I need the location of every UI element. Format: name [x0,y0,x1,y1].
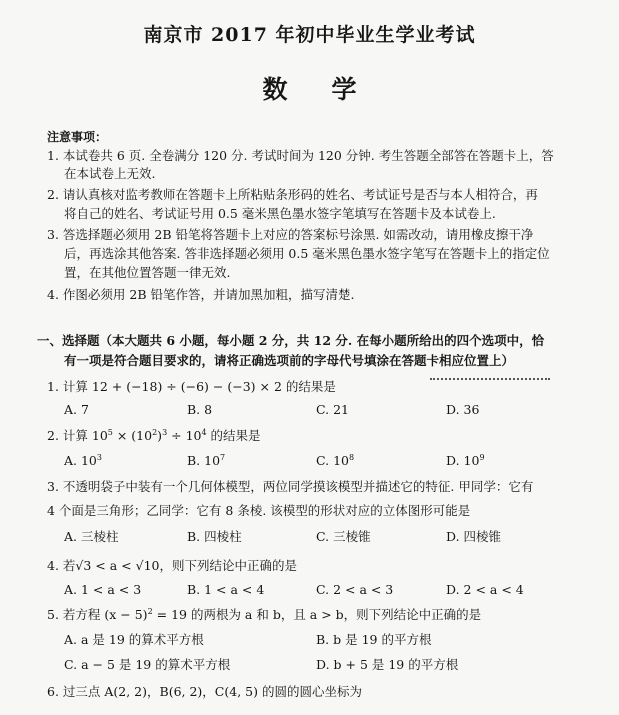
q5-option-d: D. b + 5 是 19 的平方根 [316,657,459,672]
q1-option-c: C. 21 [316,402,349,417]
section-heading: 一、选择题（本大题共 6 小题，每小题 2 分，共 12 分. 在每小题所给出的四个选项中，恰 [37,333,545,348]
question-6-stem: 6. 过三点 A(2, 2)，B(6, 2)，C(4, 5) 的圆的圆心坐标为 [47,684,362,699]
question-4-stem: 4. 若√3 < a < √10，则下列结论中正确的是 [47,558,297,573]
emphasis-dots [430,374,550,380]
notice-item-2-cont: 将自己的姓名、考试证号用 0.5 毫米黑色墨水签字笔填写在答题卡及本试卷上. [64,206,496,221]
question-3-stem: 3. 不透明袋子中装有一个几何体模型，两位同学摸该模型并描述它的特征. 甲同学：它有 [47,479,534,494]
q3-option-d: D. 四棱锥 [446,529,502,544]
q5-option-a: A. a 是 19 的算术平方根 [64,632,204,647]
notice-item-3-cont1: 后，再选涂其他答案. 答非选择题必须用 0.5 毫米黑色墨水签字笔写在答题卡上的指定位 [64,246,550,261]
q2-option-b: B. $10^7$ [187,452,226,468]
notice-item-2: 2. 请认真核对监考教师在答题卡上所粘贴条形码的姓名、考试证号是否与本人相符合，再 [47,187,538,202]
q1-option-d: D. 36 [446,402,480,417]
question-1-stem: 1. 计算 12 + (−18) ÷ (−6) − (−3) × 2 的结果是 [47,379,336,394]
notice-item-4: 4. 作图必须用 2B 铅笔作答，并请加黑加粗，描写清楚. [47,287,355,302]
q4-option-d: D. 2 < a < 4 [446,582,524,597]
q1-option-b: B. 8 [187,402,213,417]
question-3-stem-cont: 4 个面是三角形；乙同学：它有 8 条棱. 该模型的形状对应的立体图形可能是 [47,503,471,518]
q4-option-c: C. 2 < a < 3 [316,582,394,597]
q1-option-a: A. 7 [64,402,89,417]
q3-option-b: B. 四棱柱 [187,529,242,544]
notice-title: 注意事项： [47,130,108,144]
q3-option-a: A. 三棱柱 [64,529,119,544]
question-5-stem: 5. 若方程 $(x - 5)^2 = 19$ 的两根为 a 和 b，且 a > b，则下列结论中正确的是 [47,606,482,622]
q3-option-c: C. 三棱锥 [316,529,371,544]
q5-option-b: B. b 是 19 的平方根 [316,632,432,647]
notice-item-3: 3. 答选择题必须用 2B 铅笔将答题卡上对应的答案标号涂黑. 如需改动，请用橡皮擦干净 [47,227,534,242]
q2-option-a: A. $10^3$ [64,452,102,468]
q4-option-a: A. 1 < a < 3 [64,582,142,597]
notice-item-3-cont2: 置，在其他位置答题一律无效. [64,265,231,280]
question-2-stem: 2. 计算 $10^5 \times (10^2)^3 \div 10^4$ 的结果是 [47,427,261,443]
q5-option-c: C. a − 5 是 19 的算术平方根 [64,657,231,672]
q2-option-d: D. $10^9$ [446,452,485,468]
q2-option-c: C. $10^8$ [316,452,355,468]
subject-title: 数学 [262,75,401,104]
notice-item-1: 1. 本试卷共 6 页. 全卷满分 120 分. 考试时间为 120 分钟. 考生答题全部答在答题卡上，答 [47,148,554,163]
q4-option-b: B. 1 < a < 4 [187,582,265,597]
section-heading-cont: 有一项是符合题目要求的，请将正确选项前的字母代号填涂在答题卡相应位置上） [64,353,515,368]
exam-title: 南京市 2017 年初中毕业生学业考试 [143,24,476,46]
notice-item-1-cont: 在本试卷上无效. [64,166,156,181]
